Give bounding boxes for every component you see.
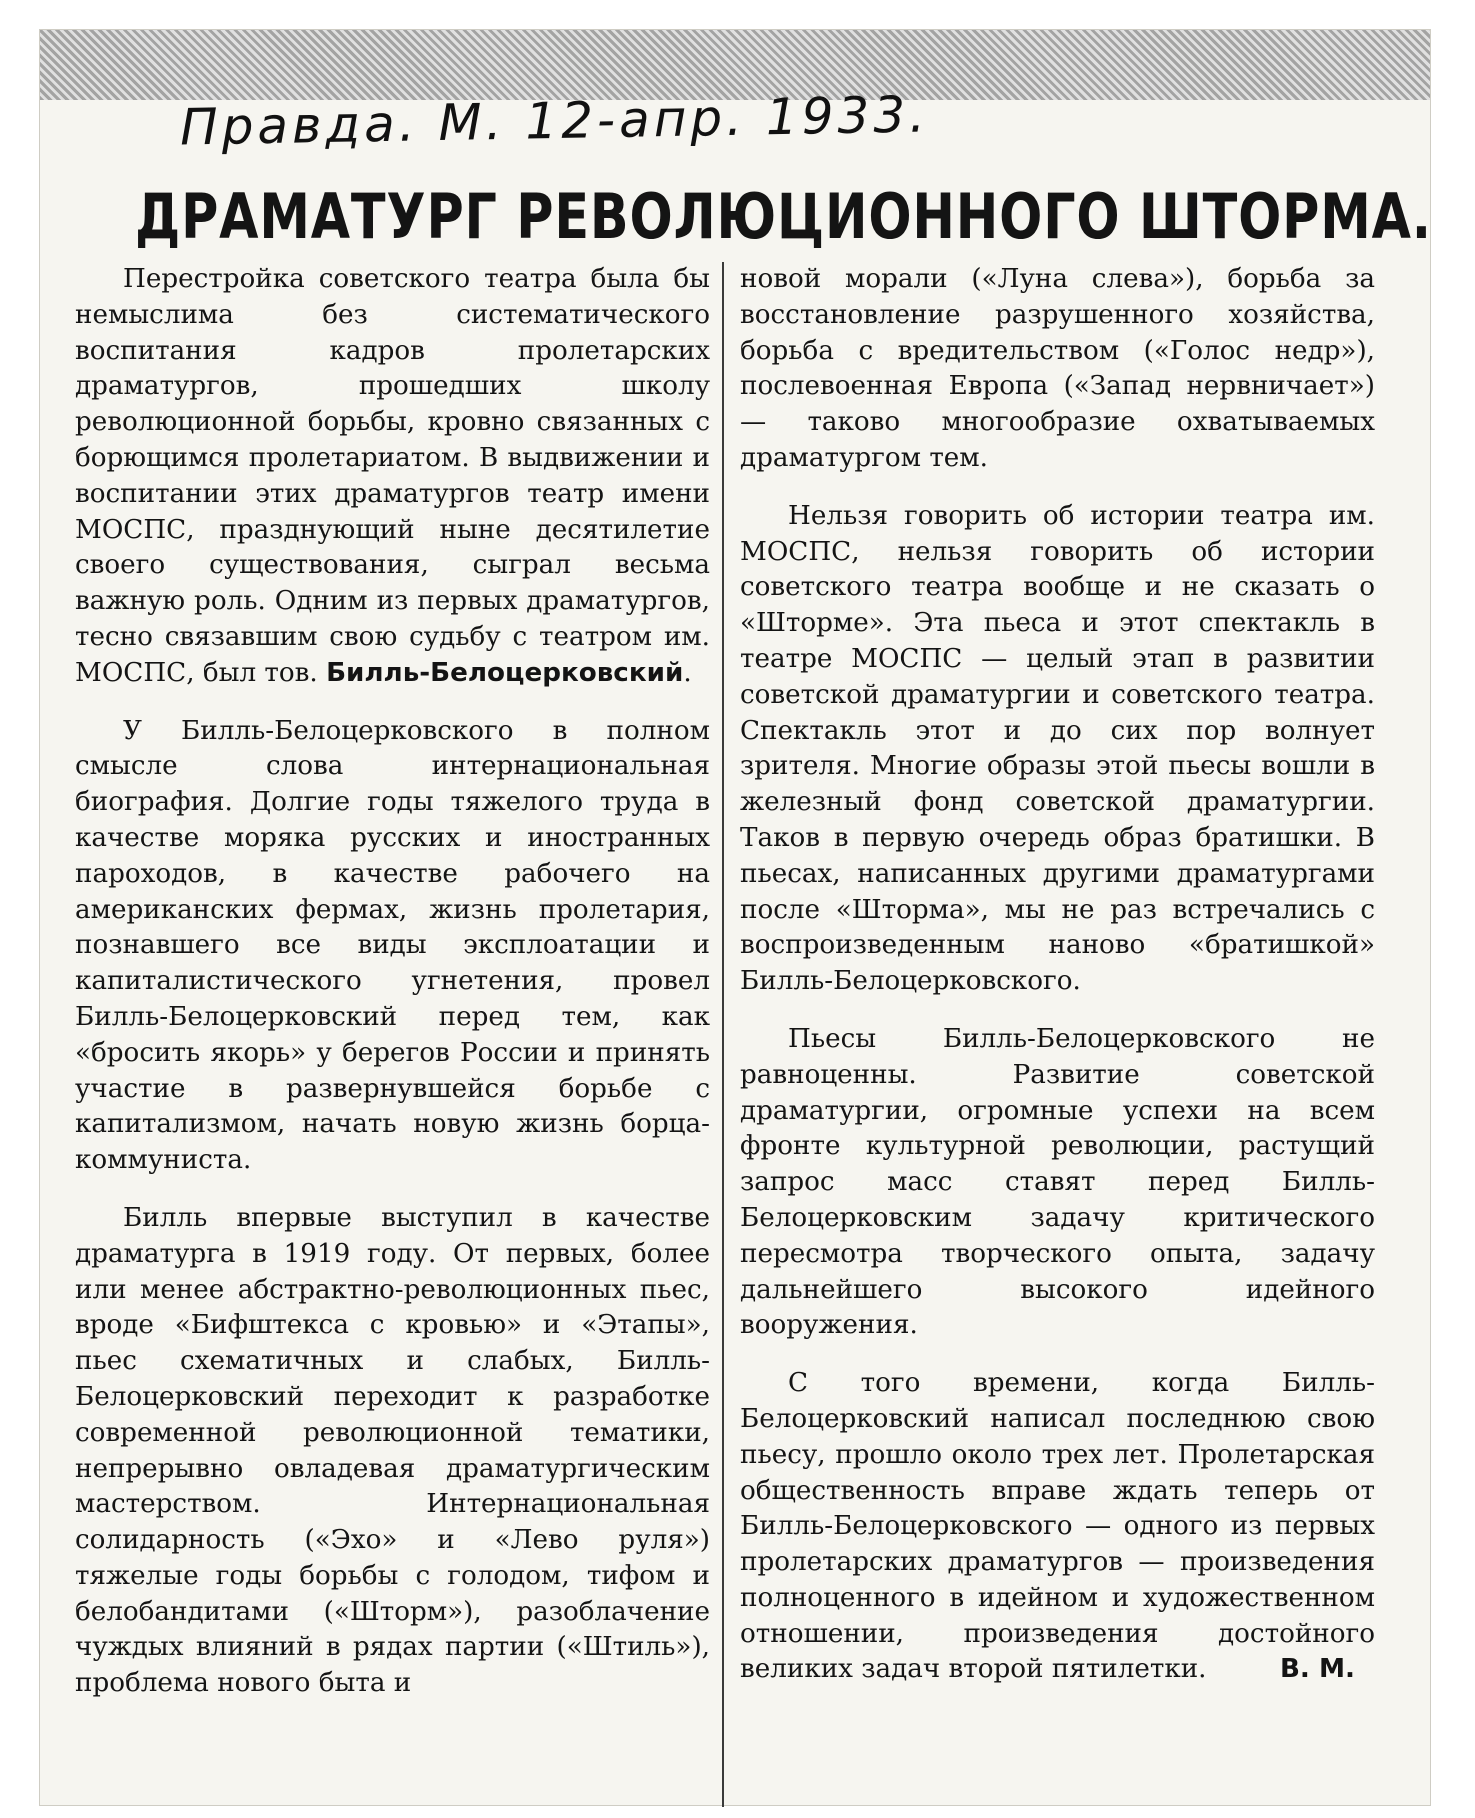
column-divider bbox=[722, 262, 724, 1807]
left-paragraph-1 bbox=[75, 262, 710, 692]
newspaper-clipping bbox=[40, 30, 1430, 1805]
right-paragraph-2: Нельзя говорить об истории театра им. МОСПС, нельзя говорить об истории советского театра вообще и не сказать о «Шторме». Эта пьеса и этот спектакль в театре МОСПС — целый этап в развитии советской драматургии и советского театра. Спектакль этот и до сих пор волнует зрителя. Многие образы этой пьесы вошли в железный фонд советской драматургии. Таков в первую очередь образ братишки. В пьесах, написанных другими драматургами после «Шторма», мы не раз встречались с воспроизведенным наново «братишкой» Билль-Белоцерковского. bbox=[740, 500, 1375, 997]
right-paragraph-3: Пьесы Билль-Белоцерковского не равноценны. Развитие советской драматургии, огромные успехи на всем фронте культурной революции, растущий запрос масс ставят перед Билль-Белоцерковским задачу критического пересмотра творческого опыта, задачу дальнейшего высокого идейного вооружения. bbox=[740, 1023, 1375, 1341]
right-paragraph-4 bbox=[740, 1366, 1375, 1688]
left-column bbox=[75, 262, 710, 1724]
article-headline: ДРАМАТУРГ РЕВОЛЮЦИОННОГО ШТОРМА. bbox=[135, 180, 1432, 253]
left-paragraph-2: У Билль-Белоцерковского в полном смысле слова интернациональная биография. Долгие годы тяжелого труда в качестве моряка русских и иностранных пароходов, в качестве рабочего на американских фермах, жизнь пролетария, познавшего все виды эксплоатации и капиталистического угнетения, провел Билль-Белоцерковский перед тем, как «бросить якорь» у берегов России и принять участие в развернувшейся борьбе с капитализмом, начать новую жизнь борца-коммуниста. bbox=[75, 715, 710, 1176]
left-paragraph-1-text: Перестройка советского театра была бы немыслима без систематического воспитания кадров пролетарских драматургов, прошедших школу революционной борьбы, кровно связанных с борющимся пролетариатом. В выдвижении и воспитании этих драматургов театр имени МОСПС, празднующий ныне десятилетие своего существования, сыграл весьма важную роль. Одним из первых драматургов, тесно связавшим свою судьбу с театром им. МОСПС, был тов. bbox=[75, 264, 710, 688]
right-paragraph-1: новой морали («Луна слева»), борьба за восстановление разрушенного хозяйства, борьба с вредительством («Голос недр»), послевоенная Европа («Запад нервничает») — таково многообразие охватываемых драматургом тем. bbox=[740, 264, 1375, 473]
handwritten-source-note: Правда. М. 12-апр. 1933. bbox=[179, 85, 930, 157]
left-paragraph-3: Билль впервые выступил в качестве драматурга в 1919 году. От первых, более или менее абстрактно-революционных пьес, вроде «Бифштекса с кровью» и «Этапы», пьес схематичных и слабых, Билль-Белоцерковский переходит к разработке современной революционной тематики, непрерывно овладевая драматургическим мастерством. Интернациональная солидарность («Эхо» и «Лево руля») тяжелые годы борьбы с голодом, тифом и белобандитами («Шторм»), разоблачение чуждых влияний в рядах партии («Штиль»), проблема нового быта и bbox=[75, 1202, 710, 1699]
left-paragraph-1-end: . bbox=[683, 657, 692, 688]
right-column bbox=[740, 262, 1375, 1710]
author-signature: В. М. bbox=[1279, 1654, 1355, 1685]
author-name: Билль-Белоцерковский bbox=[326, 657, 684, 688]
right-paragraph-4-text: С того времени, когда Билль-Белоцерковский написал последнюю свою пьесу, прошло около трех лет. Пролетарская общественность вправе ждать теперь от Билль-Белоцерковского — одного из первых пролетарских драматургов — произведения полноценного в идейном и художественном отношении, произведения достойного великих задач второй пятилетки. bbox=[740, 1368, 1375, 1685]
